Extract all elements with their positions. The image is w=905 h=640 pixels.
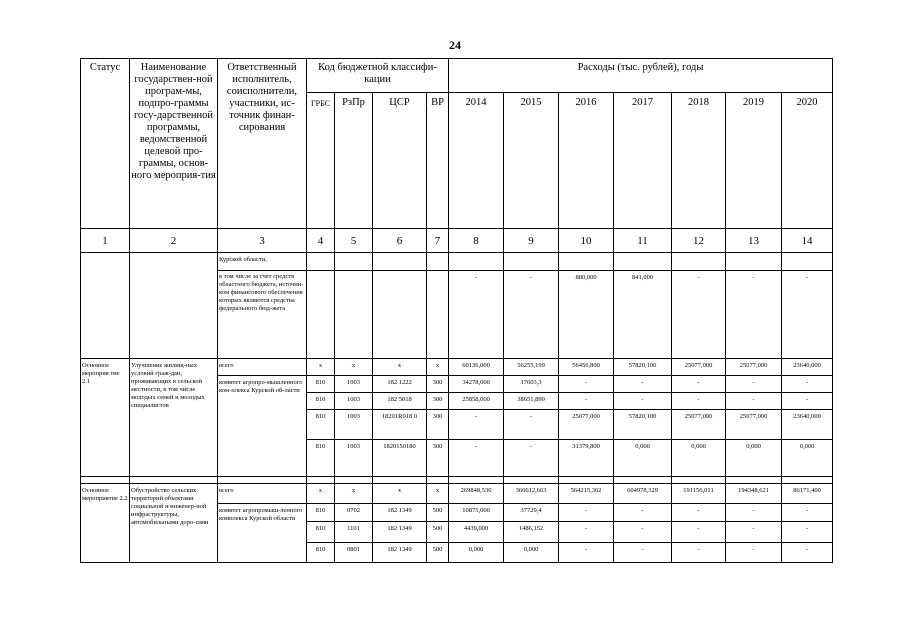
value-cell: 25077,000	[726, 410, 782, 440]
value-cell: -	[504, 440, 559, 477]
csr-cell: 182 5018	[373, 393, 427, 410]
rzpr-cell: 1003	[335, 393, 373, 410]
value-cell: 269848,530	[449, 484, 504, 504]
value-cell: 56255,199	[504, 359, 559, 376]
vr-cell: 500	[427, 522, 449, 543]
value-cell: 841,000	[614, 271, 672, 359]
fed-resp-text: в том числе за счет средств областного бюджета, источни-ком финансового обеспечения которых являются средства федерального бюд-жета	[218, 271, 307, 359]
value-cell: 0,000	[449, 543, 504, 563]
value-cell: 604978,329	[614, 484, 672, 504]
value-cell: -	[449, 440, 504, 477]
page-number: 24	[449, 38, 461, 52]
value-cell: 25077,000	[672, 410, 726, 440]
vr-cell: 500	[427, 504, 449, 522]
value-cell: -	[726, 522, 782, 543]
header-year: 2020	[782, 93, 833, 229]
value-cell: -	[672, 543, 726, 563]
grbs-cell: 810	[307, 440, 335, 477]
rzpr-cell: 1101	[335, 522, 373, 543]
csr-cell: 1820150180	[373, 440, 427, 477]
value-cell: -	[559, 543, 614, 563]
csr-cell: х	[373, 359, 427, 376]
value-cell: -	[559, 522, 614, 543]
value-cell: -	[559, 393, 614, 410]
value-cell: -	[504, 410, 559, 440]
header-rzpr: РзПр	[335, 93, 373, 229]
value-cell: -	[726, 543, 782, 563]
header-year: 2014	[449, 93, 504, 229]
header-vr: ВР	[427, 93, 449, 229]
header-year: 2019	[726, 93, 782, 229]
value-cell: 25858,000	[449, 393, 504, 410]
value-cell: -	[726, 393, 782, 410]
grbs-cell: х	[307, 359, 335, 376]
grbs-cell: 810	[307, 504, 335, 522]
csr-cell: 182 1349	[373, 504, 427, 522]
header-csr: ЦСР	[373, 93, 427, 229]
value-cell: -	[672, 271, 726, 359]
block2-resp-total: всего	[218, 484, 307, 504]
value-cell: -	[782, 376, 833, 393]
vr-cell: 300	[427, 410, 449, 440]
value-cell: -	[782, 393, 833, 410]
col-number: 11	[614, 229, 672, 253]
value-cell: 56456,800	[559, 359, 614, 376]
csr-cell: 182 1222	[373, 376, 427, 393]
value-cell: -	[614, 376, 672, 393]
value-cell: -	[559, 504, 614, 522]
rzpr-cell: х	[335, 359, 373, 376]
value-cell: -	[782, 543, 833, 563]
value-cell: -	[614, 543, 672, 563]
grbs-cell: 810	[307, 543, 335, 563]
value-cell: 0,000	[504, 543, 559, 563]
block2-name: Обустройство сельских территорий объектами социальной и инженер-ной инфраструктуры, автомобильными доро-гами	[130, 484, 218, 563]
value-cell: 10875,000	[449, 504, 504, 522]
rzpr-cell: 0702	[335, 504, 373, 522]
block1-status: Основное мероприя тие 2.1	[81, 359, 130, 477]
value-cell: -	[782, 504, 833, 522]
value-cell: -	[614, 522, 672, 543]
rzpr-cell: х	[335, 484, 373, 504]
csr-cell: х	[373, 484, 427, 504]
value-cell: 23640,000	[782, 359, 833, 376]
value-cell: -	[614, 504, 672, 522]
value-cell: -	[672, 522, 726, 543]
col-number: 10	[559, 229, 614, 253]
col-number: 9	[504, 229, 559, 253]
header-year: 2018	[672, 93, 726, 229]
value-cell: 0,000	[726, 440, 782, 477]
value-cell: -	[782, 522, 833, 543]
grbs-cell: х	[307, 484, 335, 504]
value-cell: -	[504, 271, 559, 359]
budget-table	[80, 58, 833, 563]
rzpr-cell: 1003	[335, 410, 373, 440]
vr-cell: х	[427, 484, 449, 504]
header-code-group: Код бюджетной классифи-кации	[307, 59, 449, 93]
col-number: 4	[307, 229, 335, 253]
value-cell: -	[449, 271, 504, 359]
grbs-cell: 810	[307, 376, 335, 393]
vr-cell: 300	[427, 393, 449, 410]
value-cell: -	[726, 271, 782, 359]
block1-resp-committee: комитет агропро-мышленного ком-плекса Курской об-ласти	[218, 376, 307, 477]
grbs-cell: 810	[307, 393, 335, 410]
header-grbs: ГРБС	[307, 93, 335, 229]
col-number: 5	[335, 229, 373, 253]
cont-resp-text: Курской области,	[218, 253, 307, 271]
header-year: 2015	[504, 93, 559, 229]
value-cell: -	[672, 393, 726, 410]
value-cell: -	[726, 504, 782, 522]
block2-resp-committee: комитет агропромыш-ленного комплекса Курской области	[218, 504, 307, 563]
block1-name: Улучшение жилищ-ных условий граж-дан, проживающих в сельской местности, в том числе молодых семей и молодых специалистов	[130, 359, 218, 477]
value-cell: 564215,362	[559, 484, 614, 504]
value-cell: -	[672, 376, 726, 393]
value-cell: -	[672, 504, 726, 522]
value-cell: -	[614, 393, 672, 410]
col-number: 3	[218, 229, 307, 253]
vr-cell: 500	[427, 543, 449, 563]
vr-cell: 300	[427, 376, 449, 393]
value-cell: 0,000	[782, 440, 833, 477]
value-cell: 57820,100	[614, 410, 672, 440]
value-cell: 0,000	[614, 440, 672, 477]
grbs-cell: 810	[307, 522, 335, 543]
value-cell: 31379,800	[559, 440, 614, 477]
value-cell: 37729,4	[504, 504, 559, 522]
block1-resp-total: всего	[218, 359, 307, 376]
value-cell: 25077,000	[559, 410, 614, 440]
value-cell: 57820,100	[614, 359, 672, 376]
value-cell: 880,000	[559, 271, 614, 359]
vr-cell: 300	[427, 440, 449, 477]
value-cell: 60136,000	[449, 359, 504, 376]
value-cell: 366612,663	[504, 484, 559, 504]
vr-cell: х	[427, 359, 449, 376]
rzpr-cell: 1003	[335, 440, 373, 477]
value-cell: 17603,3	[504, 376, 559, 393]
col-number: 2	[130, 229, 218, 253]
value-cell: 194348,621	[726, 484, 782, 504]
value-cell: 4439,000	[449, 522, 504, 543]
value-cell: -	[449, 410, 504, 440]
grbs-cell: 810	[307, 410, 335, 440]
col-number: 12	[672, 229, 726, 253]
col-number: 6	[373, 229, 427, 253]
col-number: 1	[81, 229, 130, 253]
value-cell: 38651,899	[504, 393, 559, 410]
col-number: 14	[782, 229, 833, 253]
value-cell: 34278,000	[449, 376, 504, 393]
value-cell: 25077,000	[726, 359, 782, 376]
csr-cell: 18201R018 0	[373, 410, 427, 440]
value-cell: -	[726, 376, 782, 393]
header-status: Статус	[81, 59, 130, 229]
value-cell: 191156,011	[672, 484, 726, 504]
value-cell: 1486,152	[504, 522, 559, 543]
header-expenses-group: Расходы (тыс. рублей), годы	[449, 59, 833, 93]
col-number: 13	[726, 229, 782, 253]
csr-cell: 182 1349	[373, 522, 427, 543]
cont-name-cell	[130, 253, 218, 359]
header-year: 2016	[559, 93, 614, 229]
header-year: 2017	[614, 93, 672, 229]
col-number: 8	[449, 229, 504, 253]
value-cell: 86171,400	[782, 484, 833, 504]
rzpr-cell: 0801	[335, 543, 373, 563]
csr-cell: 182 1349	[373, 543, 427, 563]
value-cell: 23640,000	[782, 410, 833, 440]
cont-status-cell	[81, 253, 130, 359]
value-cell: -	[559, 376, 614, 393]
block2-status: Основное мероприятие 2.2	[81, 484, 130, 563]
value-cell: 25077,000	[672, 359, 726, 376]
col-number: 7	[427, 229, 449, 253]
value-cell: 0,000	[672, 440, 726, 477]
header-responsible: Ответственный исполнитель, соисполнители, участники, ис-точник финан-сирования	[218, 59, 307, 229]
header-name: Наименование государствен-ной програм-мы, подпро-граммы госу-дарственной программы, ведомственной целевой про-граммы, основ-ного мероприя-тия	[130, 59, 218, 229]
rzpr-cell: 1003	[335, 376, 373, 393]
value-cell: -	[782, 271, 833, 359]
